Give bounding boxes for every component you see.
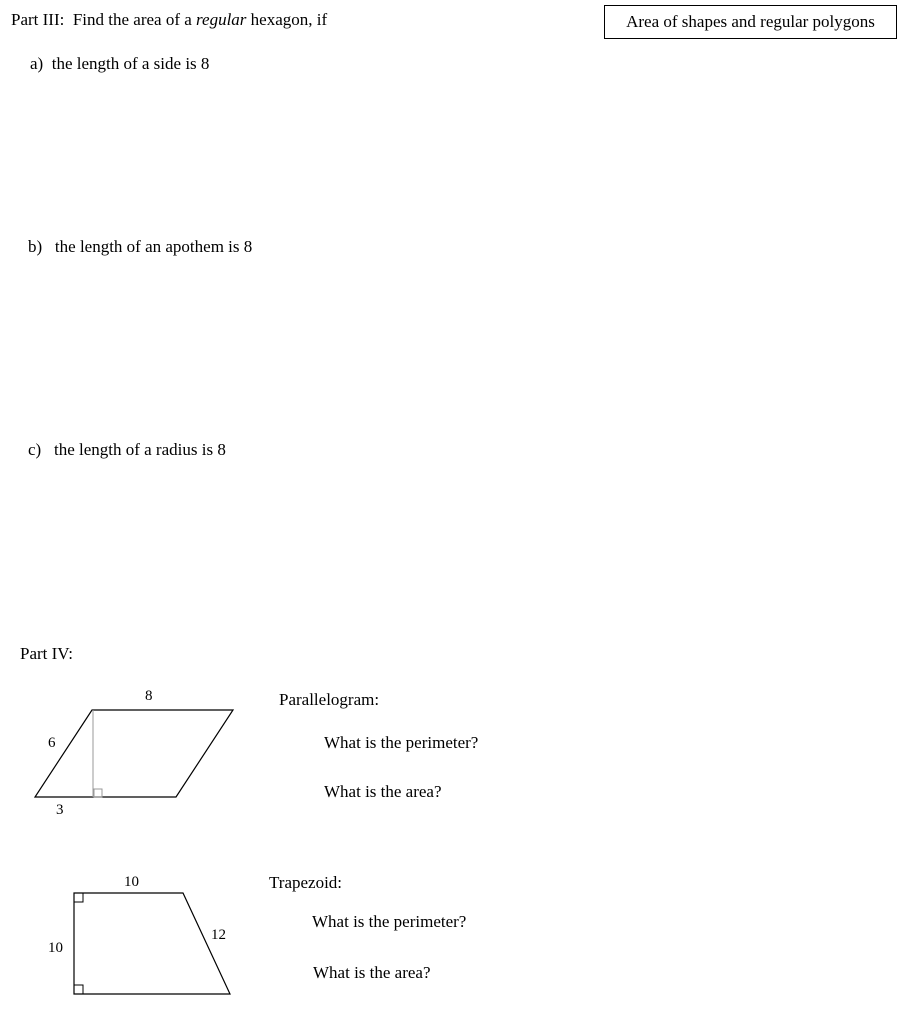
trapezoid-left-label: 10 [48, 940, 63, 956]
parallelogram-area-question: What is the area? [324, 782, 442, 801]
parallelogram-perimeter-question: What is the perimeter? [324, 733, 479, 752]
trapezoid-area-question: What is the area? [313, 963, 431, 982]
parallelogram-shape [35, 710, 233, 797]
topic-title: Area of shapes and regular polygons [626, 12, 875, 31]
part3-heading-prefix: Part III: Find the area of a [11, 10, 197, 29]
parallelogram-top-label: 8 [145, 688, 153, 704]
question-c-letter: c) [28, 440, 42, 459]
question-b-letter: b) [28, 237, 43, 256]
right-angle-marker [94, 789, 102, 797]
trapezoid-shape [74, 893, 230, 994]
parallelogram-base-offset-label: 3 [56, 802, 64, 818]
part3-heading-suffix: hexagon, if [246, 10, 328, 29]
right-angle-marker [74, 893, 83, 902]
question-a-text: the length of a side is 8 [51, 54, 210, 73]
trapezoid-heading: Trapezoid: [269, 873, 343, 892]
trapezoid-figure [48, 874, 230, 994]
parallelogram-heading: Parallelogram: [279, 690, 380, 709]
parallelogram-figure [35, 688, 233, 818]
question-b-text: the length of an apothem is 8 [54, 237, 253, 256]
trapezoid-perimeter-question: What is the perimeter? [312, 912, 467, 931]
right-angle-marker [74, 985, 83, 994]
trapezoid-top-label: 10 [124, 874, 139, 890]
question-a-letter: a) [30, 54, 44, 73]
trapezoid-slant-label: 12 [211, 927, 226, 943]
part4-heading: Part IV: [20, 644, 74, 663]
parallelogram-slant-label: 6 [48, 735, 56, 751]
part3-heading-emphasis: regular [196, 10, 247, 29]
question-c-text: the length of a radius is 8 [53, 440, 226, 459]
